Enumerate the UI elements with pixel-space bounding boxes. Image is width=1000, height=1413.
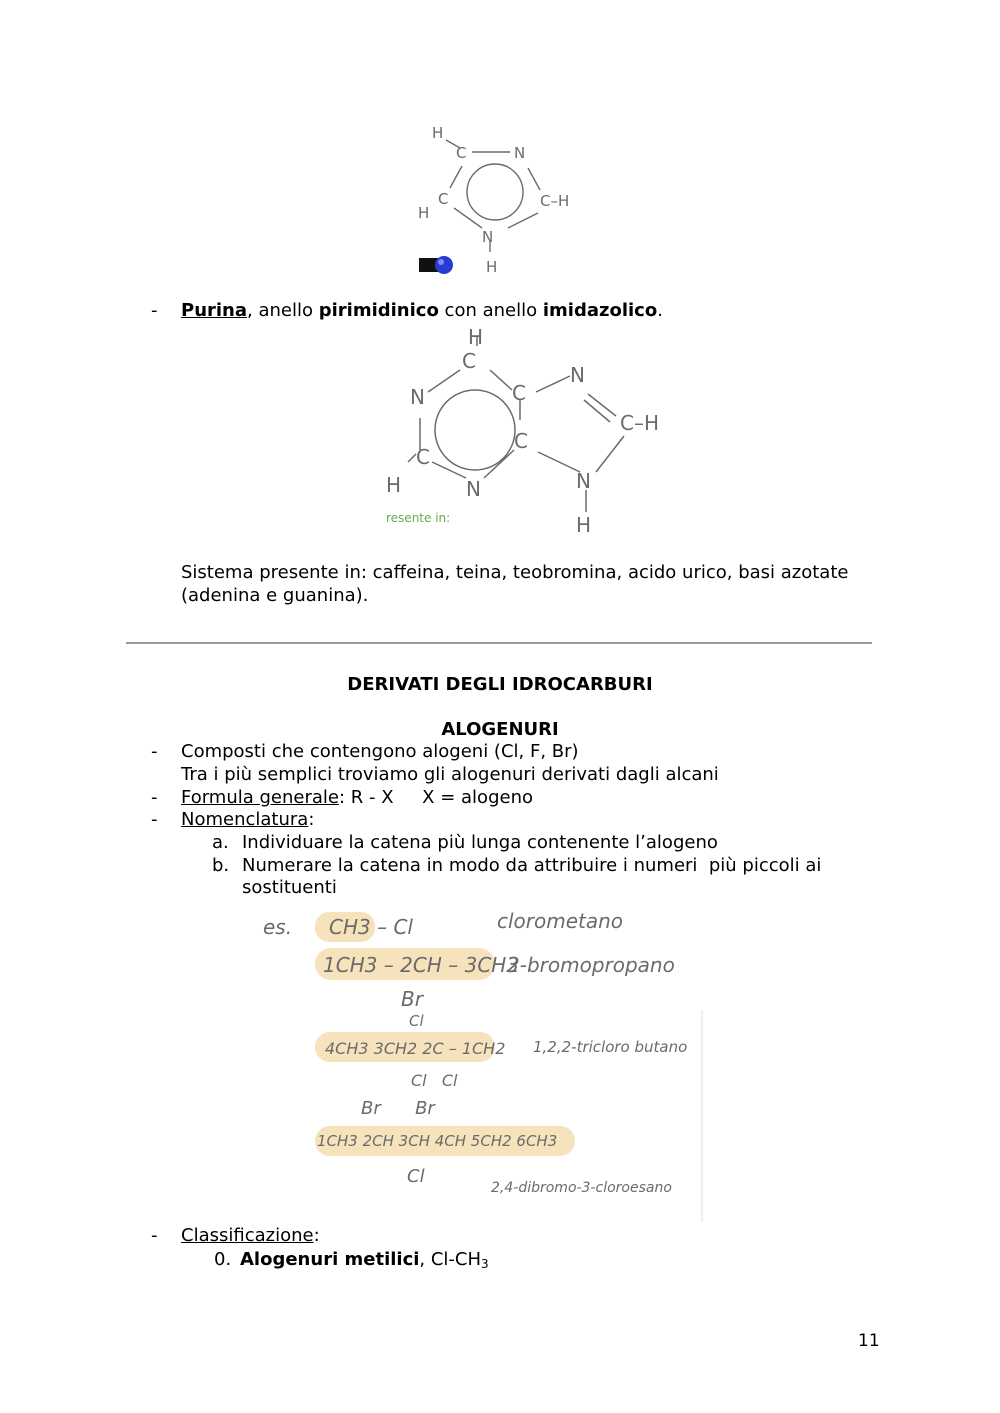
example2-sub: Br xyxy=(401,987,423,1011)
subitem-b-marker: b. xyxy=(212,855,230,876)
example4-top: Br Br xyxy=(361,1098,435,1119)
svg-text:C: C xyxy=(462,349,476,373)
class-item0-sub: 3 xyxy=(481,1257,489,1271)
purine-end: . xyxy=(657,300,663,321)
bullet-3: - xyxy=(151,809,158,830)
class-item0 xyxy=(240,1249,489,1275)
svg-text:C: C xyxy=(512,381,526,405)
subitem-a-text: Individuare la catena più lunga contenente l’alogeno xyxy=(242,832,718,853)
system-line-2: (adenina e guanina). xyxy=(181,585,369,606)
imidazole-sketch xyxy=(410,118,600,278)
example4-name: 2,4-dibromo-3-cloroesano xyxy=(491,1180,672,1196)
svg-text:N: N xyxy=(570,363,585,387)
example3-bottom: Cl Cl xyxy=(411,1071,458,1090)
svg-text:C–H: C–H xyxy=(540,192,570,210)
subheading-alogenuri: ALOGENURI xyxy=(441,719,559,740)
purine-text2: con anello xyxy=(438,300,543,321)
purine-sketch-note: resente in: xyxy=(386,511,451,525)
svg-text:H: H xyxy=(418,204,430,222)
purine-sketch xyxy=(380,322,700,537)
bullet-classification: - xyxy=(151,1225,158,1246)
example-prefix: es. xyxy=(263,915,293,939)
svg-text:N: N xyxy=(410,385,425,409)
svg-text:C: C xyxy=(514,429,528,453)
subitem-b-text: Numerare la catena in modo da attribuire i numeri più piccoli ai xyxy=(242,855,822,876)
horizontal-divider xyxy=(126,642,872,644)
svg-text:C–H: C–H xyxy=(620,411,660,435)
example1-name: clorometano xyxy=(497,909,624,933)
svg-text:C: C xyxy=(438,190,449,208)
svg-text:H: H xyxy=(468,325,484,349)
svg-text:N: N xyxy=(482,228,494,246)
class-item0-text: , Cl-CH xyxy=(419,1249,482,1270)
svg-text:H: H xyxy=(576,513,592,537)
class-item0-bold: Alogenuri metilici xyxy=(240,1249,420,1270)
item1-line2: Tra i più semplici troviamo gli alogenuri derivati dagli alcani xyxy=(181,764,719,785)
subitem-a-marker: a. xyxy=(212,832,229,853)
page-number: 11 xyxy=(858,1331,880,1351)
classification-line xyxy=(181,1225,320,1247)
purine-title: Purina xyxy=(181,300,248,321)
bullet-2: - xyxy=(151,787,158,808)
svg-text:N: N xyxy=(514,144,526,162)
classification-rest: : xyxy=(313,1225,320,1246)
example1-formula: CH3 – Cl xyxy=(329,915,413,939)
subitem-b-text2: sostituenti xyxy=(242,877,337,898)
formula-label: Formula generale xyxy=(181,787,339,808)
svg-text:C: C xyxy=(456,144,467,162)
item1-line1: Composti che contengono alogeni (Cl, F, Br) xyxy=(181,741,579,762)
heading-derivati: DERIVATI DEGLI IDROCARBURI xyxy=(347,674,653,695)
purine-line xyxy=(181,300,663,322)
nomenclatura-label: Nomenclatura xyxy=(181,809,309,830)
example4-bottom: Cl xyxy=(407,1166,425,1187)
classification-label: Classificazione xyxy=(181,1225,314,1246)
purine-text1: , anello xyxy=(247,300,319,321)
example4-formula: 1CH3 2CH 3CH 4CH 5CH2 6CH3 xyxy=(317,1132,558,1150)
bullet-purina: - xyxy=(151,300,158,321)
example3-formula: 4CH3 3CH2 2C – 1CH2 xyxy=(325,1039,506,1058)
system-line-1: Sistema presente in: caffeina, teina, teobromina, acido urico, basi azotate xyxy=(181,562,849,583)
svg-text:H: H xyxy=(486,258,498,276)
nomenclatura-rest: : xyxy=(308,809,315,830)
bullet-1: - xyxy=(151,741,158,762)
molecule-ball-icon xyxy=(419,256,453,274)
formula-rest: : R - X X = alogeno xyxy=(339,787,533,808)
svg-text:H: H xyxy=(386,473,402,497)
item3-line xyxy=(181,809,314,831)
example3-top: Cl xyxy=(409,1012,424,1030)
example2-formula: 1CH3 – 2CH – 3CH3 xyxy=(323,953,520,977)
halide-examples-sketch xyxy=(255,900,715,1222)
example3-name: 1,2,2-tricloro butano xyxy=(533,1038,688,1056)
item2-line xyxy=(181,787,533,809)
svg-text:N: N xyxy=(576,469,591,493)
svg-text:N: N xyxy=(466,477,481,501)
imid-h1: H xyxy=(432,124,444,142)
svg-text:C: C xyxy=(416,445,430,469)
class-item0-marker: 0. xyxy=(214,1249,232,1270)
purine-bold2: imidazolico xyxy=(542,300,658,321)
purine-bold1: pirimidinico xyxy=(318,300,439,321)
example2-name: 2-bromopropano xyxy=(507,953,675,977)
